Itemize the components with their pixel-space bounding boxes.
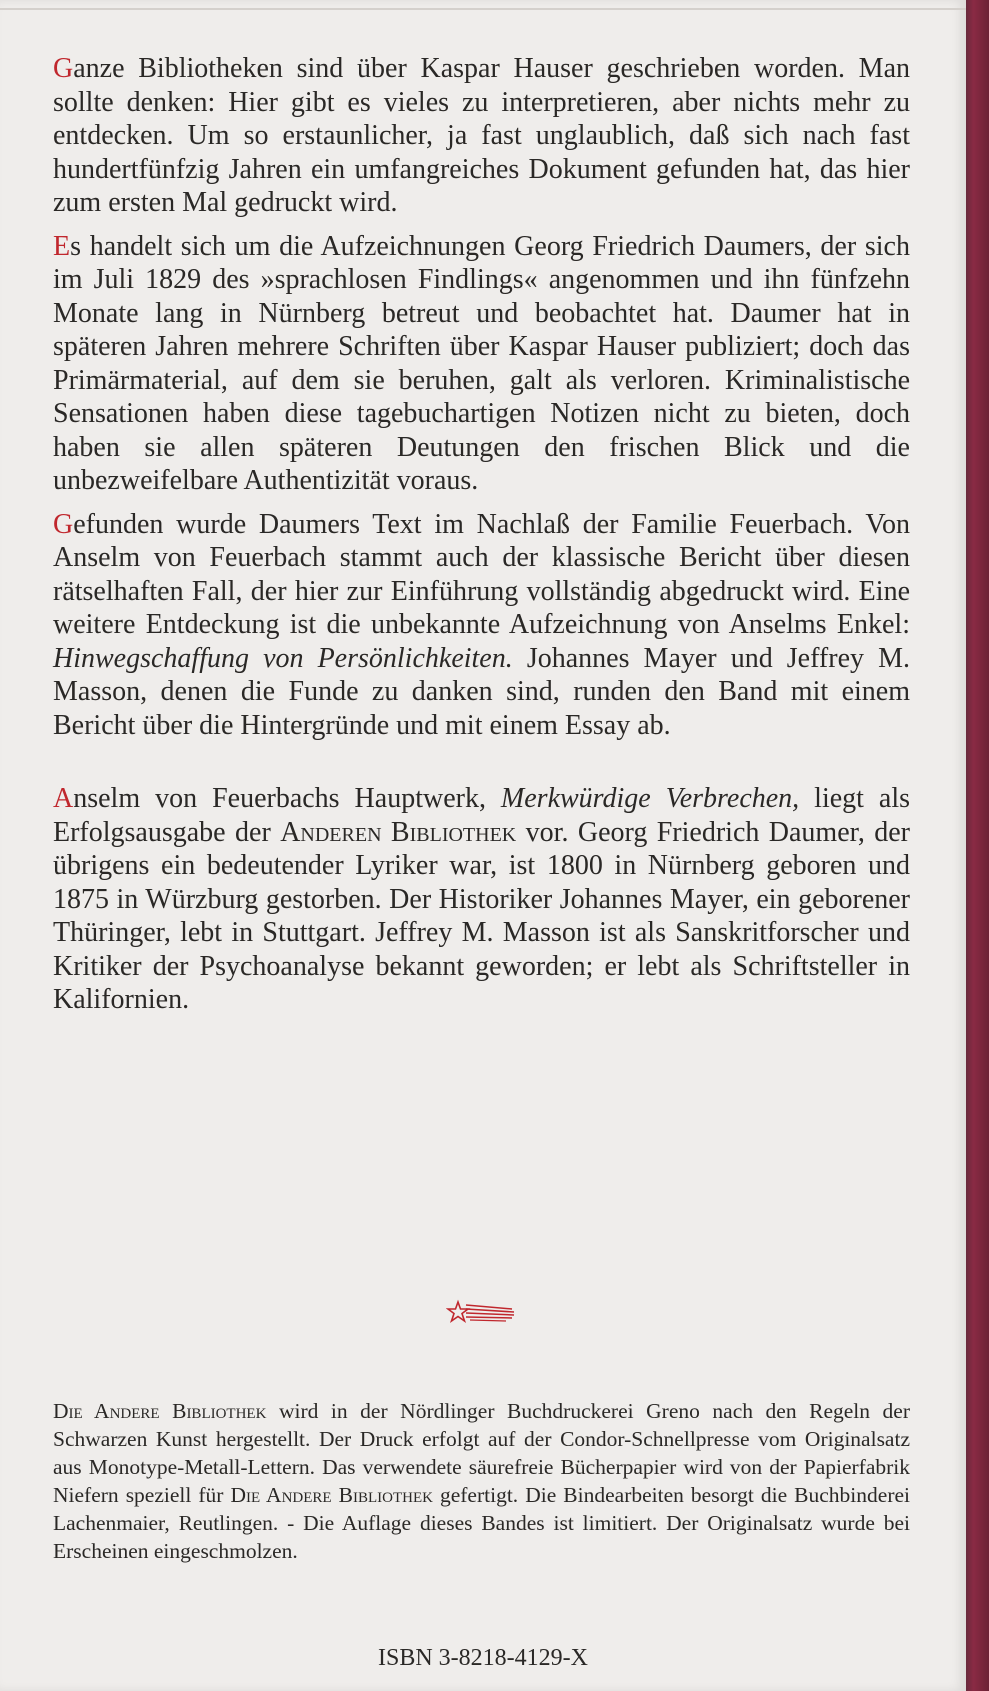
isbn-number: ISBN 3-8218-4129-X <box>378 1645 588 1671</box>
top-divider <box>0 8 966 10</box>
paragraph-3: Gefunden wurde Daumers Text im Nachlaß der Familie Feuerbach. Von Anselm von Feuerbach stammt auch der klassische Bericht über diesen rätselhaften Fall, der hier zur Einführung vollständig abgedruckt wird. Eine weitere Entdeckung ist die unbekannte Aufzeichnung von Anselms Enkel: Hinwegschaffung von Persönlichkeiten. Johannes Mayer und Jeffrey M. Masson, denen die Funde zu danken sind, runden den Band mit einem Bericht über die Hintergründe und mit einem Essay ab. <box>53 508 910 741</box>
paragraph-4: Anselm von Feuerbachs Hauptwerk, Merkwürdige Verbrechen, liegt als Erfolgsausgabe der Anderen Bibliothek vor. Georg Friedrich Daumer, der übrigens ein bedeutender Lyriker war, ist 1800 in Nürnberg geboren und 1875 in Würzburg gestorben. Der Historiker Johannes Mayer, ein geborener Thüringer, lebt in Stuttgart. Jeffrey M. Masson ist als Sanskritforscher und Kritiker der Psychoanalyse bekannt geworden; er lebt als Schriftsteller in Kalifornien. <box>53 783 911 1015</box>
paragraph-2: Es handelt sich um die Aufzeichnungen Georg Friedrich Daumers, der sich im Juli 1829 des »sprachlosen Findlings« angenommen und ihn fünfzehn Monate lang in Nürnberg betreut und beobachtet hat. Daumer hat in späteren Jahren mehrere Schriften über Kaspar Hauser publiziert; doch das Primärmaterial, auf dem sie beruhen, galt als verloren. Kriminalistische Sensationen haben diese tagebuchartigen Notizen nicht zu bieten, doch haben sie allen späteren Deutungen den frischen Blick und die unbezweifelbare Authentizität voraus. <box>53 230 910 496</box>
initial-letter: E <box>53 230 71 262</box>
initial-letter: G <box>53 508 74 540</box>
shooting-star-icon <box>446 1297 516 1327</box>
book-title-italic: Merkwürdige Verbrechen, <box>500 783 800 814</box>
initial-letter: G <box>53 53 74 84</box>
initial-letter: A <box>53 783 74 814</box>
series-name: Anderen Bibliothek <box>280 816 517 848</box>
colophon: Die Andere Bibliothek wird in der Nördlinger Buchdruckerei Greno nach den Regeln der Schwarzen Kunst hergestellt. Der Druck erfolgt auf der Condor-Schnellpresse vom Originalsatz aus Monotype-Metall-Lettern. Das verwendete säurefreie Bücherpapier wird von der Papierfabrik Niefern speziell für Die Andere Bibliothek gefertigt. Die Bindearbeiten besorgt die Buchbinderei Lachenmaier, Reutlingen. - Die Auflage dieses Bandes ist limitiert. Der Originalsatz wurde bei Erscheinen eingeschmolzen. <box>53 1399 910 1563</box>
book-title-italic: Hinwegschaffung von Persönlichkeiten. <box>53 642 513 674</box>
cover-edge <box>963 0 989 1691</box>
paragraph-1: Ganze Bibliotheken sind über Kaspar Hauser geschrieben worden. Man sollte denken: Hier gibt es vieles zu interpretieren, aber nichts mehr zu entdecken. Um so erstaunlicher, ja fast unglaublich, daß sich nach fast hundertfünfzig Jahren ein umfangreiches Dokument gefunden hat, das hier zum ersten Mal gedruckt wird. <box>53 53 910 218</box>
blurb-text <box>53 52 910 1027</box>
series-name: Die Andere Bibliothek <box>230 1483 433 1507</box>
series-name: Die Andere Bibliothek <box>53 1399 267 1423</box>
